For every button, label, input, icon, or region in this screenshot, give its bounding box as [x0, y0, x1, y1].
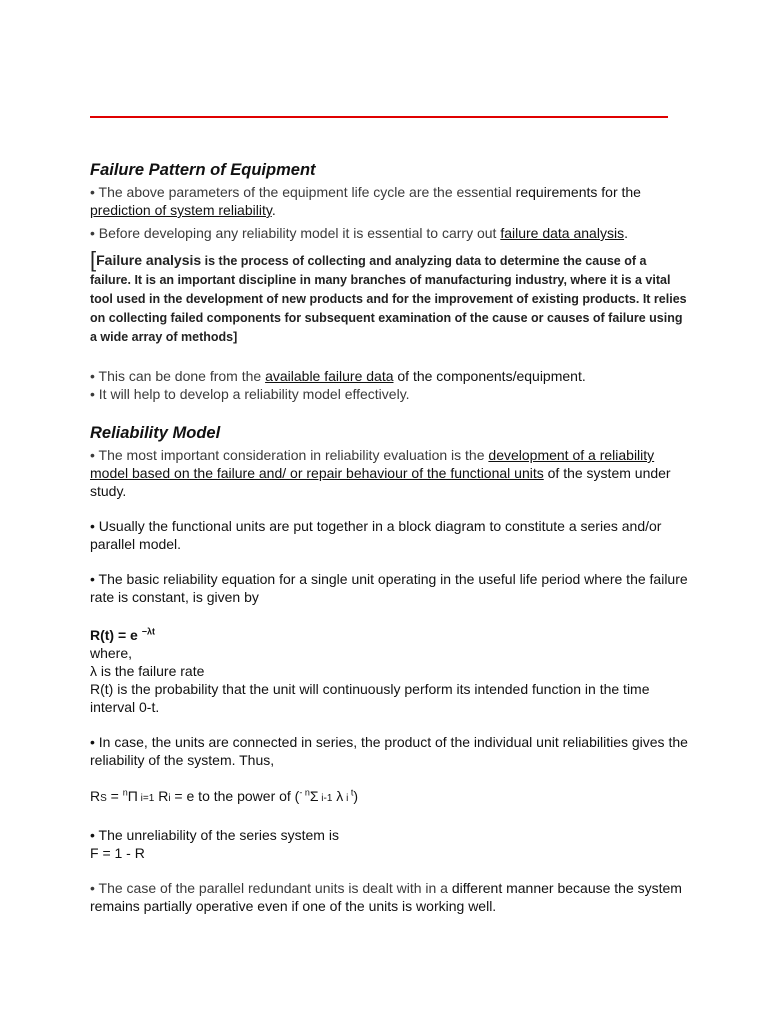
link-development-of-reliability-model[interactable]: development of a reliability model based on the failure and/ or repair behaviour of the functional units: [90, 447, 655, 481]
spacer: [90, 500, 690, 517]
text: i-1: [318, 793, 333, 804]
rt-definition: R(t) is the probability that the unit will continuously perform its intended function in the time interval 0-t.: [90, 681, 650, 715]
paragraph-most-important: [90, 446, 690, 500]
text: i: [168, 793, 171, 804]
text: -: [299, 787, 303, 798]
text: • This can be done from the: [90, 368, 266, 384]
exponent: −λt: [141, 626, 155, 637]
text: λ: [332, 788, 344, 804]
spacer: [90, 606, 690, 626]
text: = e to the power of (: [170, 788, 300, 804]
text: different manner because the system remains partially operative even if one of the units is working well.: [90, 880, 682, 914]
paragraph-unreliability: • The unreliability of the series system is: [90, 827, 339, 843]
text: R(t) = e: [90, 627, 142, 643]
where-label: where,: [90, 645, 133, 661]
text: i=1: [137, 793, 155, 804]
text: • The most important consideration in reliability evaluation is the: [90, 447, 489, 463]
spacer: [90, 347, 690, 367]
equation-f: F = 1 - R: [90, 845, 145, 861]
equation-series-reliability: [90, 787, 690, 808]
note-body: is the process of collecting and analyzing data to determine the cause of a failure. It is an important discipline in many branches of manufacturing industry, where it is a vital tool used in the development of new products and for the improvement of existing products. It relies on collecting failed components for subsequent examination of the cause or causes of failure using a wide array of methods]: [90, 254, 687, 344]
text: ): [353, 788, 358, 804]
paragraph-help-develop: • It will help to develop a reliability model effectively.: [90, 386, 410, 402]
section-title-reliability-model: Reliability Model: [90, 424, 221, 442]
text: .: [624, 225, 628, 241]
spacer: [90, 862, 690, 879]
red-divider-line: [90, 116, 668, 118]
text: n: [122, 787, 128, 798]
link-prediction-of-system-reliability[interactable]: prediction of system reliability: [90, 202, 272, 218]
section-title-failure-pattern: Failure Pattern of Equipment: [90, 161, 316, 179]
spacer: [90, 403, 690, 423]
paragraph-available-data: [90, 367, 690, 385]
open-bracket: [: [90, 247, 97, 272]
text: of the components/equipment.: [393, 368, 586, 384]
text: of the system under study.: [90, 465, 671, 499]
document-body: [90, 160, 690, 915]
text: requirements for the: [515, 184, 641, 200]
text: i: [343, 793, 349, 804]
spacer: [90, 553, 690, 570]
paragraph-parallel: [90, 879, 690, 915]
text: .: [271, 202, 276, 218]
link-failure-data-analysis[interactable]: failure data analysis: [500, 225, 625, 241]
text: • The above parameters of the equipment life cycle are the essential: [90, 184, 516, 200]
spacer: [90, 808, 690, 826]
text: Σ: [309, 788, 319, 804]
text: • The case of the parallel redundant units is dealt with in a: [90, 880, 452, 896]
text: Π: [127, 788, 138, 804]
text: n: [302, 787, 310, 798]
text: R: [90, 788, 101, 804]
equation-rt: [90, 626, 690, 644]
paragraph-basic-equation: • The basic reliability equation for a single unit operating in the useful life period where the failure rate is constant, is given by: [90, 571, 688, 605]
paragraph-before-developing: [90, 220, 690, 246]
paragraph-series: • In case, the units are connected in series, the product of the individual unit reliabilities gives the reliability of the system. Thus,: [90, 734, 688, 768]
spacer: [90, 769, 690, 787]
text: t: [348, 787, 354, 798]
note-lead: Failure analysis: [96, 252, 202, 268]
text: S: [100, 793, 107, 804]
paragraph-parameters: [90, 183, 690, 219]
lambda-definition: λ is the failure rate: [90, 663, 205, 679]
spacer: [90, 716, 690, 733]
failure-analysis-note: [90, 247, 690, 347]
text: R: [154, 788, 169, 804]
text: • Before developing any reliability model it is essential to carry out: [90, 225, 501, 241]
text: =: [106, 788, 123, 804]
paragraph-block-diagram: • Usually the functional units are put together in a block diagram to constitute a series and/or parallel model.: [90, 518, 662, 552]
link-available-failure-data[interactable]: available failure data: [265, 368, 394, 384]
